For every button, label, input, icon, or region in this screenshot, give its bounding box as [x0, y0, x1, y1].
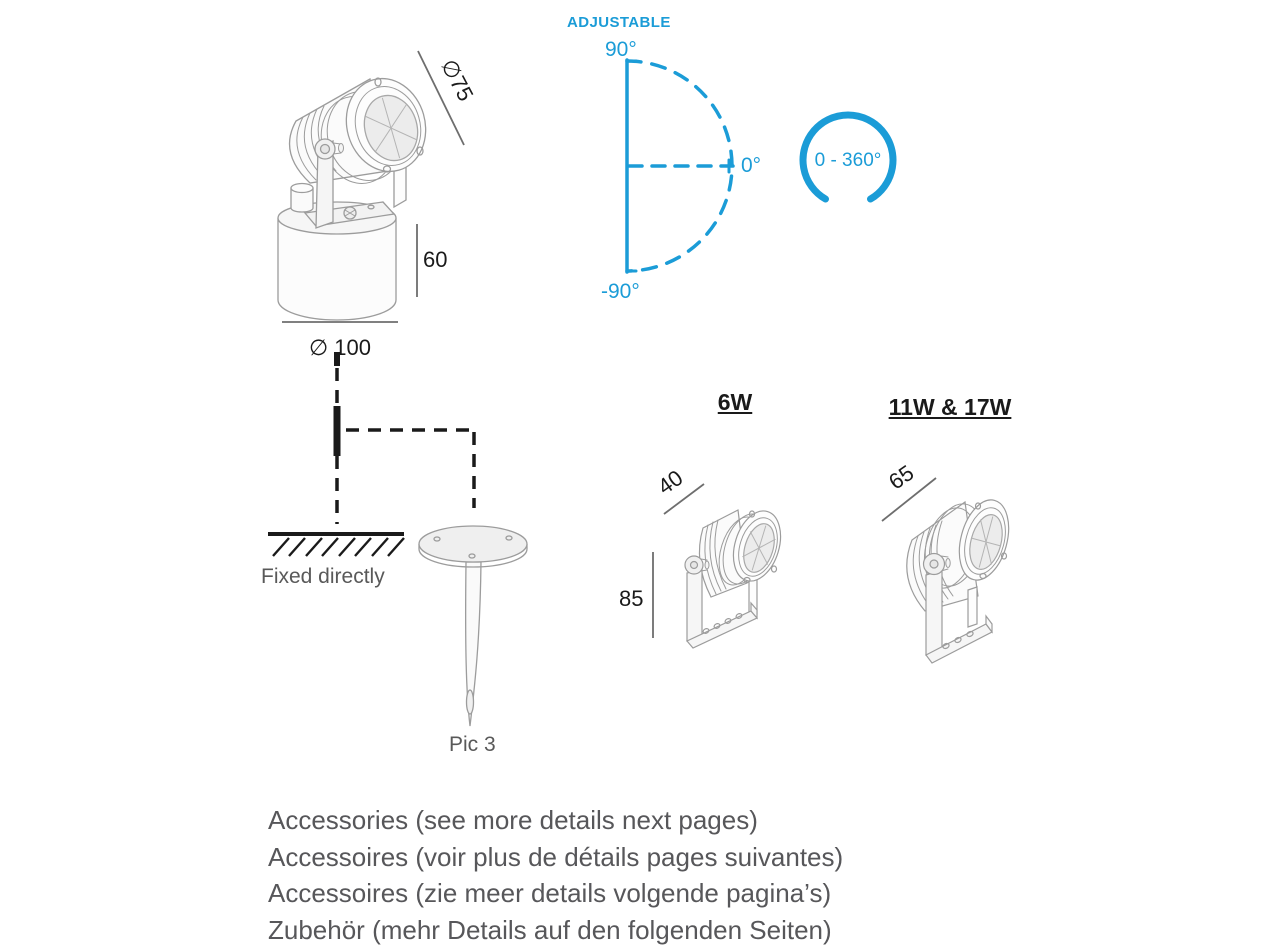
- main-fixture-drawing: [278, 69, 436, 320]
- angle-minus90-label: -90°: [601, 280, 640, 303]
- angle-0-label: 0°: [741, 154, 762, 177]
- width-65-label: 65: [884, 459, 919, 495]
- fixed-directly-label: Fixed directly: [261, 565, 385, 588]
- spike-slot: [467, 690, 474, 714]
- base-diameter-label: ∅ 100: [309, 335, 371, 360]
- model-11w17w-heading: 11W & 17W: [888, 394, 1012, 420]
- head-diameter-label: ∅75: [435, 55, 479, 106]
- pic3-caption: Pic 3: [449, 733, 496, 756]
- fixture-11w-drawing: [907, 494, 1017, 663]
- bracket-strap-11w: [926, 570, 942, 655]
- spike-disc: [419, 526, 527, 562]
- angle-90-label: 90°: [605, 38, 637, 61]
- adjustable-title: ADJUSTABLE: [567, 14, 671, 31]
- model-6w-heading: 6W: [717, 389, 753, 415]
- accessories-line-nl: Accessoires (zie meer details volgende pagina’s): [268, 878, 832, 908]
- ground-spike-drawing: [419, 526, 527, 726]
- bracket-strap-6w: [687, 569, 702, 641]
- tilt-angle-diagram: [627, 60, 733, 272]
- accessories-note: [268, 802, 843, 948]
- mounting-guide-lines: [337, 352, 476, 524]
- accessories-line-en: Accessories (see more details next pages): [268, 805, 758, 835]
- far-arm-11w: [968, 587, 977, 627]
- rotation-range-label: 0 - 360°: [814, 150, 882, 171]
- ground-symbol: [268, 534, 404, 556]
- height-85-label: 85: [619, 586, 644, 611]
- width-40-label: 40: [653, 464, 688, 500]
- ground-hatching: [273, 538, 404, 556]
- base-height-label: 60: [423, 247, 448, 272]
- accessories-line-de: Zubehör (mehr Details auf den folgenden Seiten): [268, 914, 832, 945]
- accessories-line-fr: Accessoires (voir plus de détails pages suivantes): [268, 841, 844, 872]
- fixture-6w-drawing: [685, 505, 789, 648]
